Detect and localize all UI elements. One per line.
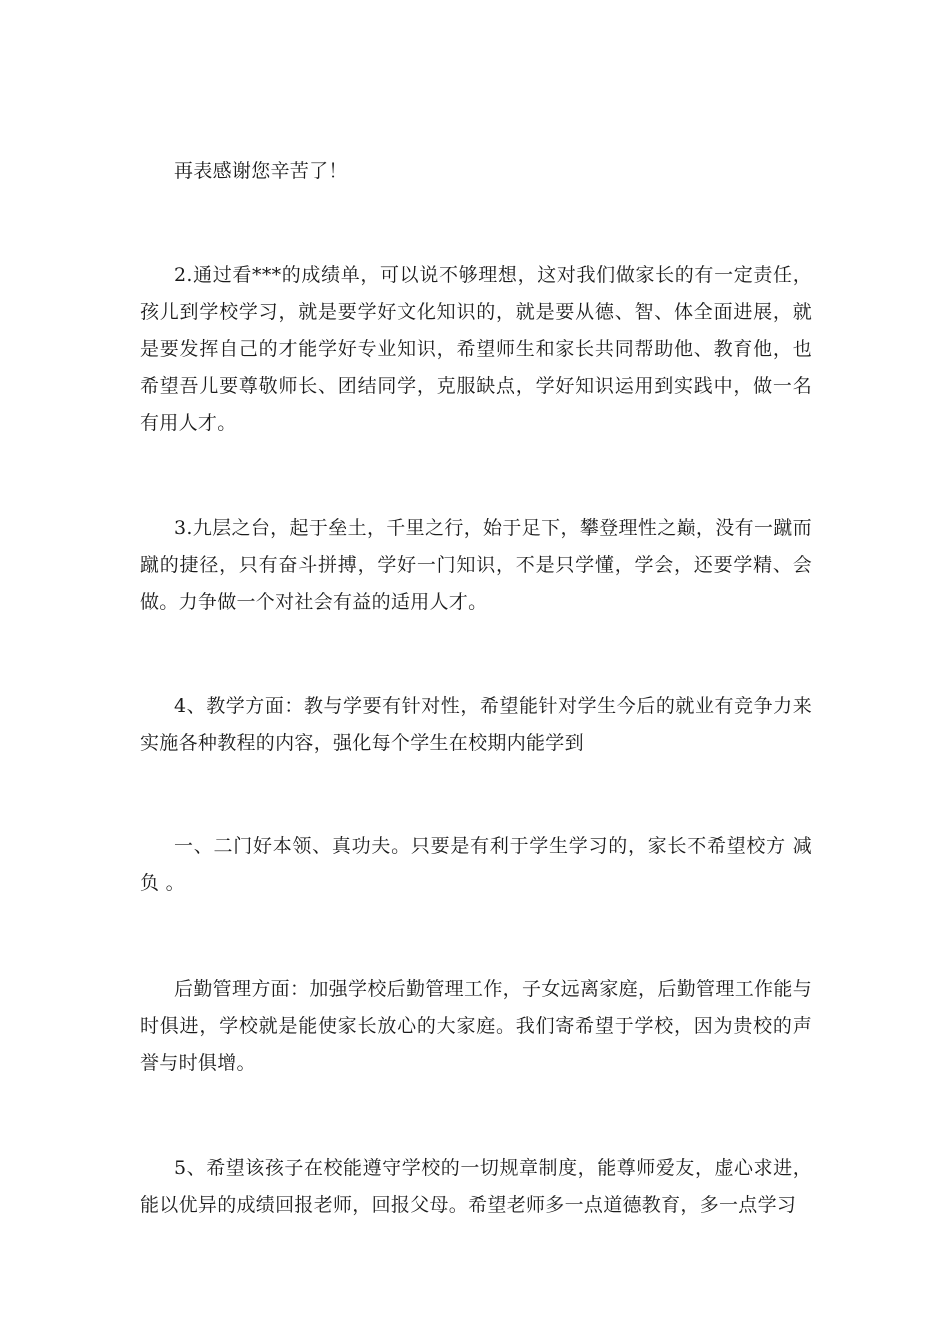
paragraph-item-4-teaching: 4、教学方面：教与学要有针对性，希望能针对学生今后的就业有竞争力来实施各种教程的内容，强化每个学生在校期内能学到 — [140, 695, 812, 754]
paragraph-item-3: 3.九层之台，起于垒土，千里之行，始于足下，攀登理性之巅，没有一蹴而蹴的捷径，只有奋斗拼搏，学好一门知识，不是只学懂，学会，还要学精、会做。力争做一个对社会有益的适用人才。 — [140, 517, 812, 613]
paragraph-thanks: 再表感谢您辛苦了！ — [174, 160, 348, 182]
paragraph-skills: 一、二门好本领、真功夫。只要是有利于学生学习的，家长不希望校方 减负 。 — [140, 835, 812, 894]
paragraph-item-5: 5、希望该孩子在校能遵守学校的一切规章制度，能尊师爱友，虚心求进，能以优异的成绩回报老师，回报父母。希望老师多一点道德教育，多一点学习 — [140, 1157, 812, 1216]
paragraph-logistics: 后勤管理方面：加强学校后勤管理工作，子女远离家庭，后勤管理工作能与时俱进，学校就是能使家长放心的大家庭。我们寄希望于学校，因为贵校的声誉与时俱增。 — [140, 978, 812, 1074]
paragraph-item-2: 2.通过看***的成绩单，可以说不够理想，这对我们做家长的有一定责任，孩儿到学校学习，就是要学好文化知识的，就是要从德、智、体全面进展，就是要发挥自己的才能学好专业知识，希望师生和家长共同帮助他、教育他，也希望吾儿要尊敬师长、团结同学，克服缺点，学好知识运用到实践中，做一名有用人才。 — [140, 264, 812, 434]
